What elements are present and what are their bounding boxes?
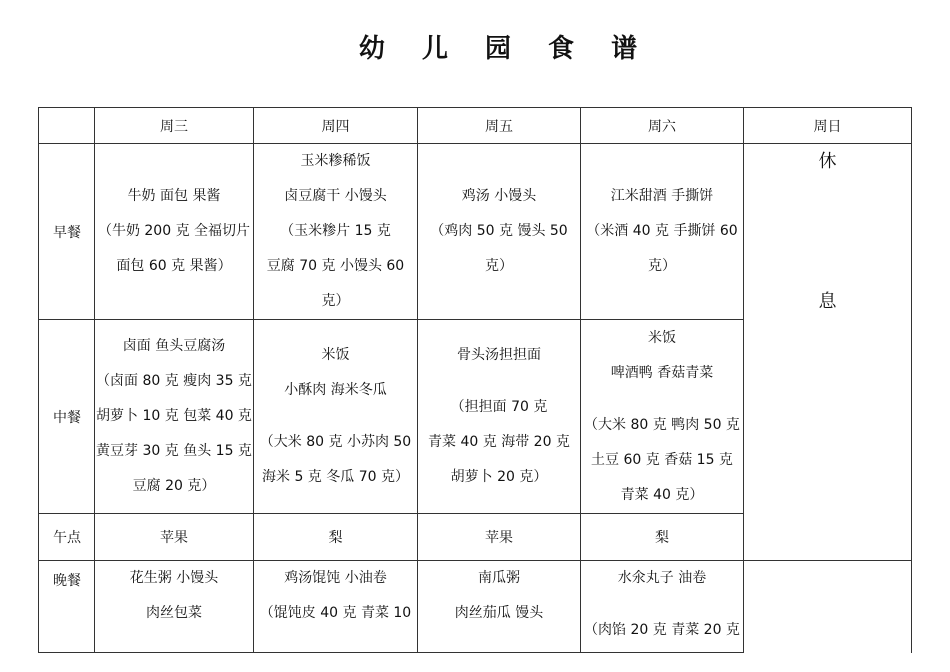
lunch-sat: [581, 320, 744, 514]
snack-wed: 苹果: [95, 514, 254, 561]
header-row: [39, 108, 912, 144]
menu-line: （大米 80 克 小苏肉 50: [259, 434, 412, 450]
snack-sat: 梨: [581, 514, 744, 561]
menu-line: 黄豆芽 30 克 鱼头 15 克: [96, 443, 252, 459]
lunch-fri: [418, 320, 581, 514]
page-title: 幼 儿 园 食 谱: [358, 34, 652, 64]
menu-line: 南瓜粥: [478, 570, 520, 586]
menu-line: 肉丝包菜: [146, 605, 202, 621]
breakfast-wed: [95, 144, 254, 320]
snack-fri: 苹果: [418, 514, 581, 561]
header-thu: 周四: [254, 108, 418, 144]
menu-line: 啤酒鸭 香菇青菜: [610, 364, 714, 381]
menu-line: 江米甜酒 手撕饼: [610, 188, 714, 204]
menu-line: 克）: [648, 258, 676, 274]
menu-line: （鸡肉 50 克 馒头 50: [430, 223, 568, 239]
lunch-thu: [254, 320, 418, 514]
rest-char-2: 息: [818, 291, 837, 312]
menu-line: （担担面 70 克: [450, 399, 548, 415]
row-label-dinner: 晚餐: [39, 561, 95, 653]
menu-line: 豆腐 20 克）: [132, 478, 216, 494]
snack-thu: 梨: [254, 514, 418, 561]
menu-line: （大米 80 克 鸭肉 50 克: [584, 416, 740, 433]
dinner-sun: [744, 561, 912, 653]
breakfast-thu: [254, 144, 418, 320]
dinner-thu: [254, 561, 418, 653]
row-label-snack: 午点: [39, 514, 95, 561]
menu-line: 鸡汤 小馒头: [461, 188, 537, 204]
header-fri: 周五: [418, 108, 581, 144]
row-label-breakfast: 早餐: [39, 144, 95, 320]
menu-line: 骨头汤担担面: [457, 347, 541, 363]
dinner-fri: [418, 561, 581, 653]
menu-line: 胡萝卜 10 克 包菜 40 克: [96, 408, 252, 424]
menu-line: 克）: [321, 293, 350, 309]
menu-line: 小酥肉 海米冬瓜: [284, 382, 387, 398]
sunday-rest: [744, 144, 912, 561]
menu-line: 青菜 40 克 海带 20 克: [428, 434, 570, 450]
lunch-wed: [95, 320, 254, 514]
menu-line: 面包 60 克 果酱）: [116, 258, 232, 274]
breakfast-sat: [581, 144, 744, 320]
header-sat: 周六: [581, 108, 744, 144]
dinner-wed: [95, 561, 254, 653]
rest-char-1: 休: [818, 151, 837, 172]
menu-line: 米饭: [648, 329, 676, 346]
menu-table: [38, 107, 912, 653]
header-corner: [39, 108, 95, 144]
menu-line: 花生粥 小馒头: [129, 570, 219, 586]
header-sun: 周日: [744, 108, 912, 144]
menu-line: 海米 5 克 冬瓜 70 克）: [262, 469, 409, 485]
row-label-lunch: 中餐: [39, 320, 95, 514]
menu-line: 肉丝茄瓜 馒头: [454, 605, 544, 621]
menu-line: 土豆 60 克 香菇 15 克: [591, 451, 733, 468]
header-wed: 周三: [95, 108, 254, 144]
menu-line: 牛奶 面包 果酱: [127, 188, 221, 204]
menu-line: （玉米糁片 15 克: [280, 223, 391, 239]
breakfast-fri: [418, 144, 581, 320]
menu-line: （肉馅 20 克 青菜 20 克: [584, 622, 740, 638]
menu-line: 胡萝卜 20 克）: [450, 469, 548, 485]
dinner-sat: [581, 561, 744, 653]
menu-line: 玉米糁稀饭: [300, 153, 371, 169]
menu-line: （馄饨皮 40 克 青菜 10: [259, 605, 412, 621]
breakfast-row: [39, 144, 912, 320]
menu-line: （牛奶 200 克 全福切片: [97, 223, 251, 239]
menu-line: （米酒 40 克 手撕饼 60: [586, 223, 738, 239]
menu-line: 豆腐 70 克 小馒头 60: [266, 258, 405, 274]
menu-line: 米饭: [321, 347, 350, 363]
menu-line: 克）: [485, 258, 513, 274]
menu-line: 水氽丸子 油卷: [617, 570, 707, 586]
menu-line: 卤豆腐干 小馒头: [284, 188, 387, 204]
dinner-row: [39, 561, 912, 653]
menu-line: 鸡汤馄饨 小油卷: [284, 570, 387, 586]
menu-line: 青菜 40 克）: [620, 486, 704, 503]
menu-line: （卤面 80 克 瘦肉 35 克: [96, 373, 252, 389]
menu-line: 卤面 鱼头豆腐汤: [122, 338, 226, 354]
